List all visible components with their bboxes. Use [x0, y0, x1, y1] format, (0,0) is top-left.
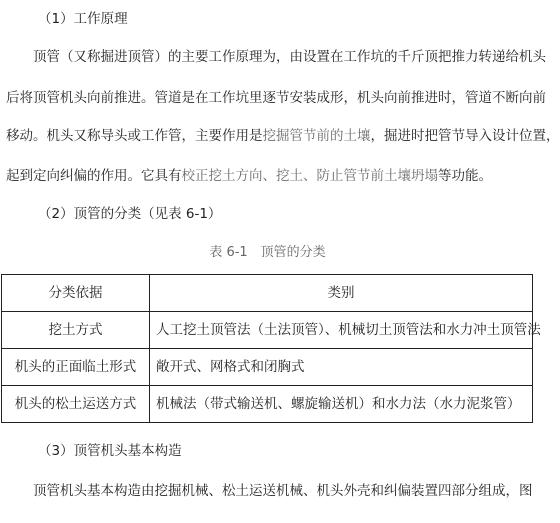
table-cell-category: 机械法（带式输送机、螺旋输送机）和水力法（水力泥浆管） [150, 386, 533, 423]
text-segment: 移动。机头又称导头或工作管，主要作用是 [6, 128, 263, 144]
paragraph-line-2 [6, 88, 546, 108]
table-header-cell: 类别 [150, 275, 533, 312]
classification-table [1, 274, 541, 423]
section-1-heading: （1）工作原理 [38, 11, 128, 27]
section-3-heading: （3）顶管机头基本构造 [38, 443, 182, 459]
paragraph-line-4 [6, 166, 492, 186]
paragraph-line-3 [6, 126, 560, 146]
text-segment: 等功能。 [438, 168, 492, 184]
table-header-row [2, 275, 533, 312]
highlighted-text-segment: 挖掘管节前的土壤 [262, 128, 371, 144]
table-row [2, 312, 533, 349]
paragraph-line-5: 顶管机头基本构造由挖掘机械、松土运送机械、机头外壳和纠偏装置四部分组成，图 [33, 483, 533, 499]
table-cell-basis: 挖土方式 [2, 312, 150, 349]
table-cell-category: 敞开式、网格式和闭胸式 [150, 349, 533, 386]
text-segment: 后将顶管机头向前推进。管道是在工作坑里逐节安装成形，机头向前推进时，管道不断向前 [6, 90, 546, 106]
table-row [2, 386, 533, 423]
text-segment: ，掘进时把管节导入设计位置， [370, 128, 560, 144]
table-cell-basis: 机头的正面临土形式 [2, 349, 150, 386]
section-2-heading: （2）顶管的分类（见表 6-1） [38, 206, 222, 222]
table-cell-basis: 机头的松土运送方式 [2, 386, 150, 423]
text-segment: 顶管（又称掘进顶管）的主要工作原理为，由设置在工作坑的千斤顶把推力转递给机头 [33, 49, 546, 65]
table-caption: 表 6-1 顶管的分类 [209, 245, 326, 260]
highlighted-text-segment: 校正挖土方向、挖土、防止管节前土壤坍塌 [181, 168, 438, 184]
table-cell-category: 人工挖土顶管法（土法顶管）、机械切土顶管法和水力冲土顶管法 [150, 312, 533, 349]
text-segment: 起到定向纠偏的作用。它具有 [6, 168, 182, 184]
table-header-cell: 分类依据 [2, 275, 150, 312]
table-row [2, 349, 533, 386]
paragraph-line-1 [33, 47, 546, 67]
